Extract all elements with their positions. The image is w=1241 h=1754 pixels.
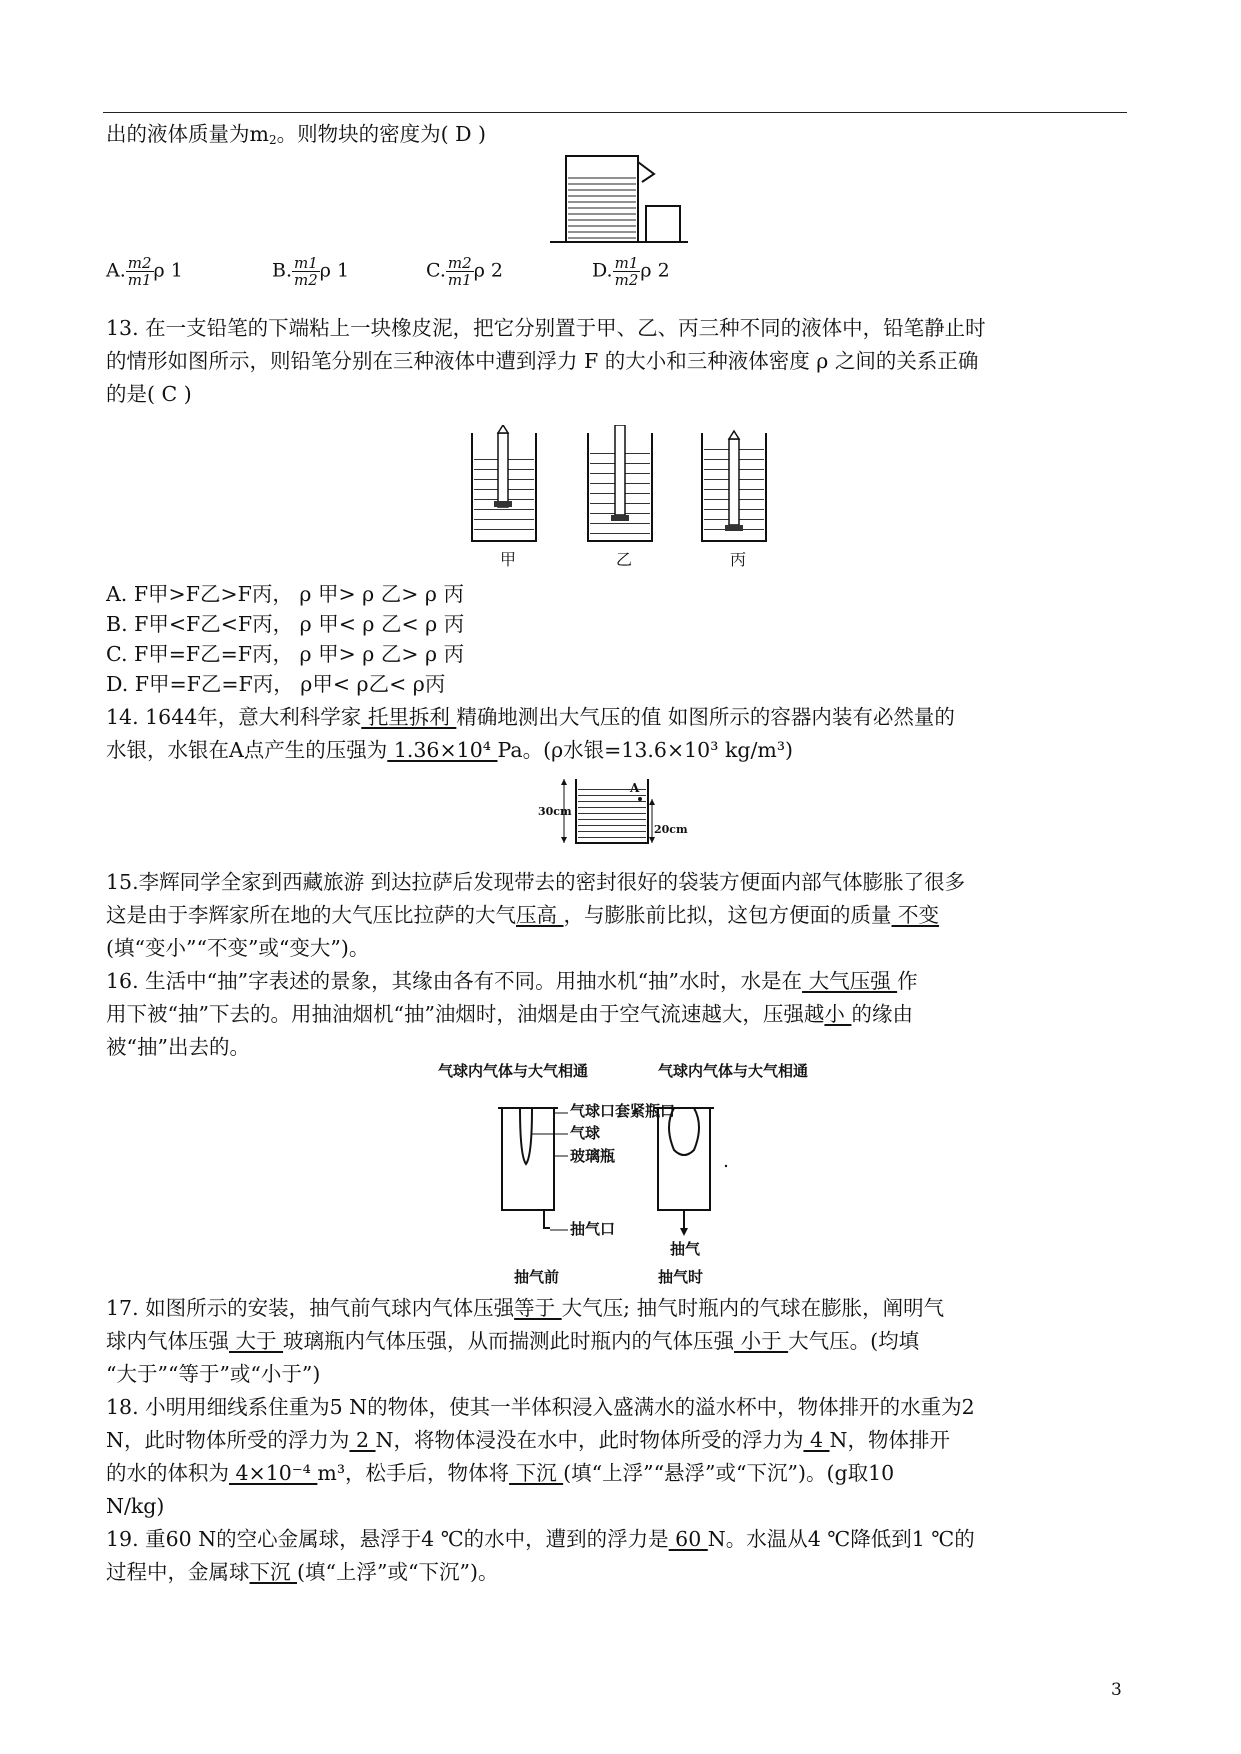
q14-line1: 14. 1644年，意大利科学家 托里拆利 精确地测出大气压的值 如图所示的容器内装有必然量的 [106,705,955,729]
label-bing: 丙 [730,550,747,569]
q14-line2: 水银，水银在A点产生的压强为 1.36×10⁴ Pa。(ρ水银=13.6×10³ kg/m³) [106,738,794,762]
q13-line1: 13. 在一支铅笔的下端粘上一块橡皮泥，把它分别置于甲、乙、丙三种不同的液体中，铅笔静止时 [106,316,986,340]
pencil-beakers-figure [470,425,770,569]
q17-line2: 球内气体压强 大于 玻璃瓶内气体压强，从而揣测此时瓶内的气体压强 小于 大气压。(均填 [106,1329,920,1353]
q18-line4: N/kg) [106,1494,165,1518]
q16-line3: 被“抽”出去的。 [106,1035,250,1059]
label-bottle: 玻璃瓶 [570,1147,616,1165]
answer-blank: 大气压强 [802,969,898,993]
q13-option-b: B. F甲<F乙<F丙， ρ 甲< ρ 乙< ρ 丙 [106,612,465,636]
label-during: 抽气时 [658,1268,704,1286]
answer-blank: 下沉 [509,1461,564,1485]
overflow-cup-figure [548,152,690,244]
page-number: 3 [1111,1680,1122,1700]
answer-blank: 60 [668,1527,708,1551]
q17-line1: 17. 如图所示的安装，抽气前气球内气体压强等于 大气压; 抽气时瓶内的气球在膨胀，阐明气 [106,1296,945,1320]
q12-option-a: A. $\frac{m2}{m1}$ ρ 1 [106,254,183,289]
answer-blank: 下沉 [249,1560,298,1584]
q15-line2: 这是由于李辉家所在地的大气压比拉萨的大气压高 ，与膨胀前比拟，这包方便面的质量 不变 [106,903,940,927]
answer-blank: 小于 [734,1329,789,1353]
q13-option-d: D. F甲=F乙=F丙， ρ甲< ρ乙< ρ丙 [106,672,446,696]
q17-line3: “大于”“等于”或“小于”) [106,1362,321,1386]
label-before: 抽气前 [514,1268,560,1286]
label-pump: 抽气 [670,1240,701,1258]
q16-line2: 用下被“抽”下去的。用抽油烟机“抽”油烟时，油烟是由于空气流速越大，压强越小 的缘由 [106,1002,913,1026]
q15-line3: (填“变小”“不变”或“变大”)。 [106,936,370,960]
label-outlet: 抽气口 [570,1220,616,1238]
answer-blank: 4×10⁻⁴ [229,1461,318,1485]
q12-stem: 出的液体质量为$m_2$。则物块的密度为( D ) [106,122,487,147]
q18-line1: 18. 小明用细线系住重为5 N的物体，使其一半体积浸入盛满水的溢水杯中，物体排开的水重为2 [106,1395,975,1419]
q19-line2: 过程中，金属球下沉 (填“上浮”或“下沉”)。 [106,1560,499,1584]
q12-option-d: D. $\frac{m1}{m2}$ ρ 2 [592,254,670,289]
height-30-label: 30cm [538,805,572,818]
q13-line3: 的是( C ) [106,382,192,406]
q12-option-b: B. $\frac{m1}{m2}$ ρ 1 [272,254,350,289]
q19-line1: 19. 重60 N的空心金属球，悬浮于4 ℃的水中，遭到的浮力是 60 N。水温从4 ℃降低到1 ℃的 [106,1527,975,1551]
mercury-container-figure [538,775,688,847]
point-a-label: A [630,781,640,795]
q13-option-c: C. F甲=F乙=F丙， ρ 甲> ρ 乙> ρ 丙 [106,642,465,666]
q15-line1: 15.李辉同学全家到西藏旅游 到达拉萨后发现带去的密封很好的袋装方便面内部气体膨胀了很多 [106,870,966,894]
answer-blank: 小 [824,1002,852,1026]
q13-line2: 的情形如图所示，则铅笔分别在三种液体中遭到浮力 F 的大小和三种液体密度 ρ 之间的关系正确 [106,349,979,373]
label-jia: 甲 [500,550,517,569]
answer-blank: 等于 [514,1296,562,1320]
label-top-left: 气球内气体与大气相通 [438,1062,589,1080]
answer-blank: 托里拆利 [361,705,457,729]
height-20-label: 20cm [654,823,688,836]
answer-blank: 2 [349,1428,376,1452]
answer-blank: 大于 [229,1329,284,1353]
q16-line1: 16. 生活中“抽”字表述的景象，其缘由各有不同。用抽水机“抽”水时，水是在 大气压强 作 [106,969,918,993]
answer-blank: 1.36×10⁴ [387,738,498,762]
answer-blank: 不变 [891,903,940,927]
answer-blank: 压高 [516,903,564,927]
label-yi: 乙 [616,550,633,569]
answer-blank: 4 [803,1428,830,1452]
q12-option-c: C. $\frac{m2}{m1}$ ρ 2 [426,254,503,289]
balloon-bottle-figure [438,1060,818,1290]
header-rule [103,112,1127,113]
q18-line3: 的水的体积为 4×10⁻⁴ m³，松手后，物体将 下沉 (填“上浮”“悬浮”或“下沉”)。(g取10 [106,1461,895,1485]
q13-option-a: A. F甲>F乙>F丙， ρ 甲> ρ 乙> ρ 丙 [106,582,464,606]
label-balloon: 气球 [570,1124,601,1142]
label-top-right: 气球内气体与大气相通 [658,1062,809,1080]
label-cap: 气球口套紧瓶口 [570,1102,676,1120]
q18-line2: N，此时物体所受的浮力为 2 N，将物体浸没在水中，此时物体所受的浮力为 4 N，物体排开 [106,1428,950,1452]
